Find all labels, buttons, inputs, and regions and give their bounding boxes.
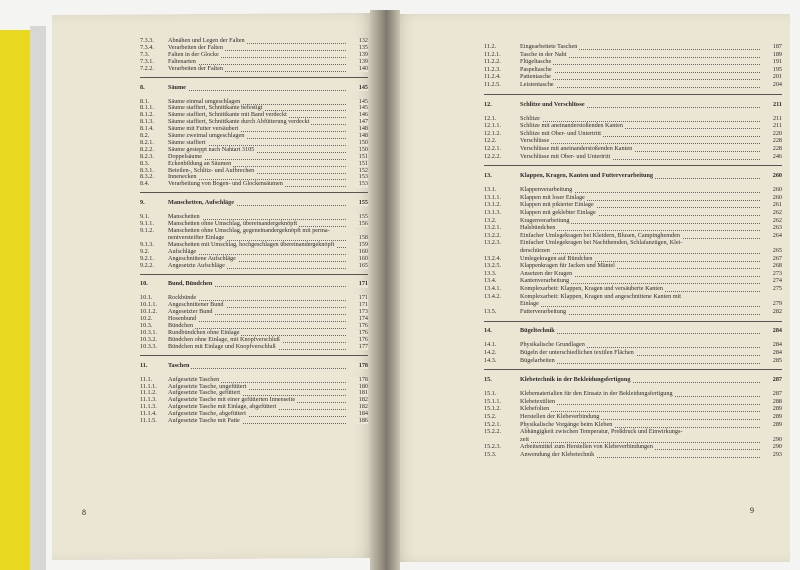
toc-entry-number: 10.3.2. — [140, 335, 158, 343]
toc-page-number: 158 — [350, 235, 368, 241]
toc-entry-title: Herstellen der Klebeverbindung — [520, 413, 600, 420]
toc-page-number: 288 — [764, 399, 782, 405]
toc-entry-title: Physikalische Grundlagen — [520, 341, 585, 349]
toc-entry-title: Aufgesetzte Tasche, ungefüttert — [168, 382, 247, 390]
toc-entry-title: Tasche in der Naht — [520, 50, 567, 58]
toc-entry-number: 10.1. — [140, 294, 153, 302]
toc-entry-title: Eingearbeitete Taschen — [520, 43, 578, 50]
toc-entry-number: 9.2. — [140, 247, 150, 255]
toc-entry-title: Säume zweimal umgeschlagen — [168, 132, 245, 139]
toc-entry-title: Klappen mit pikierter Einlage — [520, 201, 594, 209]
toc-entry-title: Beteilen-, Schlitz- und Aufbrechen — [168, 166, 255, 174]
toc-entry-title: Komplexarbeit: Klappen, Kragen und angeschnittene Kanten mit — [520, 292, 681, 300]
toc-page-number: 139 — [350, 52, 368, 58]
toc-page-number: 145 — [350, 85, 368, 91]
toc-page-number: 150 — [350, 147, 368, 153]
toc-entry-number: 10.3.1. — [140, 328, 158, 336]
toc-entry-title: Manschetten ohne Umschlag, übereinandergeknöpft — [168, 220, 298, 228]
toc-entry-title: nentversteifter Einlage — [168, 233, 225, 241]
toc-page-number: 174 — [350, 316, 368, 322]
toc-entry-number: 7.2.2. — [140, 64, 154, 72]
toc-entry-title: Einlage — [520, 300, 539, 308]
toc-entry-number: 13.1.1. — [484, 193, 502, 201]
toc-dot-leader — [524, 404, 760, 405]
toc-entry-title: Bügeltechnik — [520, 327, 555, 335]
toc-entry-number: 11.1.5. — [140, 417, 157, 424]
toc-entry-number: 15.1.1. — [484, 397, 502, 405]
section-divider — [140, 274, 368, 275]
toc-page-number: 159 — [350, 242, 368, 248]
toc-entry-title: Aufgesetzte Taschen — [168, 375, 220, 383]
toc-entry-title: Aufgesetzte Tasche mit Patte — [168, 417, 240, 424]
toc-page-number: 148 — [350, 133, 368, 139]
toc-entry-number: 10.1.1. — [140, 301, 158, 309]
toc-entry-number: 11.2.5. — [484, 81, 501, 88]
toc-entry-title: Hosenbund — [168, 315, 197, 323]
toc-page-number: 274 — [764, 278, 782, 284]
right-page-number: 9 — [750, 506, 754, 515]
toc-entry-title: Bündchen ohne Einlage, mit Knopfverschluß — [168, 335, 280, 343]
toc-page-number: 155 — [350, 200, 368, 206]
toc-entry-number: 14.3. — [484, 356, 497, 364]
toc-entry-number: 12.1. — [484, 114, 497, 122]
toc-entry-number: 15.2.1. — [484, 420, 502, 428]
toc-page-number: 228 — [764, 146, 782, 152]
toc-page-number: 290 — [764, 444, 782, 450]
toc-entry-title: Rundbündchen ohne Einlage — [168, 328, 240, 336]
toc-entry-number: 13.4. — [484, 277, 497, 285]
toc-entry-title: Säume gesteppt nach Nahtart 3105 — [168, 145, 255, 153]
toc-dot-leader — [524, 64, 760, 65]
toc-entry-number: 8.2.2. — [140, 145, 154, 153]
toc-entry-number: 8.4. — [140, 180, 150, 188]
toc-entry-number: 9.1.3. — [140, 240, 154, 248]
toc-entry-title: Manschetten — [168, 213, 200, 221]
toc-entry-title: Aufgesetzte Tasche, gefüttert — [168, 389, 241, 397]
toc-page-number: 176 — [350, 330, 368, 336]
toc-page-number: 284 — [764, 328, 782, 334]
toc-entry-number: 11.2.2. — [484, 58, 501, 66]
toc-dot-leader — [524, 253, 760, 254]
toc-dot-leader — [172, 90, 346, 91]
toc-entry-number: 7.3. — [140, 50, 150, 58]
toc-entry-number: 9. — [140, 199, 145, 207]
toc-page-number: 146 — [350, 112, 368, 118]
toc-entry-title: Aufgesetzte Tasche, abgefüttert — [168, 410, 246, 418]
toc-entry-number: 10.2. — [140, 315, 153, 323]
book-gutter — [370, 10, 400, 570]
toc-entry-number: 13.1. — [484, 186, 497, 194]
toc-page-number: 176 — [350, 337, 368, 343]
toc-entry-title: Klappenkragen für Jacken und Mäntel — [520, 262, 615, 270]
toc-entry-number: 8.1.3. — [140, 118, 154, 126]
toc-entry-number: 15.2. — [484, 413, 497, 420]
toc-entry-number: 9.1. — [140, 213, 150, 221]
toc-entry-number: 14.2. — [484, 349, 497, 356]
toc-page-number: 228 — [764, 138, 782, 144]
toc-dot-leader — [524, 87, 760, 88]
toc-page-number: 204 — [764, 82, 782, 88]
toc-page-number: 132 — [350, 38, 368, 44]
toc-page-number: 145 — [350, 99, 368, 105]
toc-entry-title: Angesetzter Bund — [168, 308, 213, 316]
toc-page-number: 262 — [764, 218, 782, 224]
toc-entry-title: Klappen mit geklebter Einlage — [520, 209, 596, 216]
section-divider — [484, 165, 782, 166]
toc-entry-number: 13.2.5. — [484, 262, 502, 270]
toc-entry-number: 12. — [484, 100, 492, 108]
toc-entry-number: 11.2.1. — [484, 50, 501, 58]
toc-entry-number: 13.4.1. — [484, 285, 502, 292]
toc-page-number: 287 — [764, 391, 782, 397]
toc-page-number: 151 — [350, 161, 368, 167]
toc-entry-title: Klappen, Kragen, Kanten und Futterverarbeitung — [520, 172, 654, 180]
toc-page-number: 290 — [764, 437, 782, 443]
book-cover-inner — [30, 26, 46, 570]
toc-entry-number: 8. — [140, 83, 145, 91]
toc-entry-title: Arbeitsmittel zum Herstellen von Klebeverbindungen — [520, 443, 653, 451]
toc-page-number: 285 — [764, 358, 782, 364]
toc-entry-number: 12.1.1. — [484, 122, 502, 130]
toc-page-number: 246 — [764, 154, 782, 160]
toc-entry-title: zeit — [520, 435, 529, 443]
toc-dot-leader — [524, 333, 760, 334]
toc-page-number: 182 — [350, 397, 368, 403]
toc-entry-title: Bund, Bündchen — [168, 280, 213, 288]
toc-entry-title: Aufgesetzte Tasche mit Einlage, abgefüttert — [168, 403, 277, 411]
toc-entry-number: 8.1.1. — [140, 104, 154, 112]
toc-entry-number: 13.2.3. — [484, 239, 502, 247]
toc-entry-title: derschürzen — [520, 247, 550, 254]
toc-entry-title: Bügelarbeiten — [520, 356, 555, 364]
toc-entry-title: Schlitze mit aneinanderstoßenden Kanten — [520, 122, 623, 130]
toc-page-number: 260 — [764, 173, 782, 179]
toc-entry-title: Klebematerialien für den Einsatz in der Bekleidungsfertigung — [520, 390, 673, 398]
toc-entry-number: 8.2. — [140, 132, 150, 139]
toc-entry-number: 15.3. — [484, 451, 497, 458]
toc-page-number: 211 — [764, 102, 782, 108]
toc-entry-title: Doppelsäume — [168, 152, 203, 160]
toc-entry-number: 9.1.1. — [140, 220, 154, 228]
toc-entry-title: Rockbünde — [168, 294, 197, 302]
toc-entry-title: Paspeltasche — [520, 65, 552, 73]
toc-page-number: 171 — [350, 281, 368, 287]
toc-entry-number: 15. — [484, 376, 492, 384]
toc-entry-title: Angeschnittene Aufschläge — [168, 254, 236, 262]
toc-page-number: 264 — [764, 233, 782, 239]
toc-page-number: 165 — [350, 263, 368, 269]
toc-entry-number: 14.1. — [484, 341, 497, 349]
toc-page-number: 181 — [350, 390, 368, 396]
toc-page-number: 187 — [764, 44, 782, 50]
toc-entry-number: 8.2.3. — [140, 152, 154, 160]
toc-entry-title: Einfacher Umlegekragen bei Nachthemden, Schlafanzügen, Klei- — [520, 239, 683, 247]
toc-page-number: 191 — [764, 59, 782, 65]
toc-entry-number: 11.1.3. — [140, 396, 157, 404]
toc-entry-title: Manschetten mit Umschlag, hochgeschlagen übereinandergeknöpft — [168, 240, 335, 248]
toc-entry-number: 13. — [484, 172, 492, 180]
toc-page-number: 261 — [764, 202, 782, 208]
toc-page-number: 178 — [350, 377, 368, 383]
toc-page-number: 260 — [764, 195, 782, 201]
toc-page-number: 275 — [764, 286, 782, 292]
toc-entry-number: 10. — [140, 280, 148, 288]
toc-entry-title: Einfacher Umlegekragen bei Kleidern, Blusen, Campinghemden — [520, 231, 680, 239]
toc-entry-number: 8.3.2. — [140, 173, 154, 181]
toc-entry-number: 11.1.3. — [140, 403, 157, 411]
toc-page-number: 155 — [350, 214, 368, 220]
toc-entry-title: Komplexarbeit: Klappen, Kragen und versäuberte Kanten — [520, 285, 663, 292]
toc-entry-number: 7.3.3. — [140, 37, 154, 44]
toc-entry-title: Halsbündchen — [520, 224, 556, 232]
toc-entry-title: Verschlüsse — [520, 137, 550, 145]
toc-entry-title: Verarbeitung von Bogen- und Glockensäumen — [168, 180, 283, 188]
toc-page-number: 268 — [764, 263, 782, 269]
toc-entry-title: Pattentasche — [520, 73, 551, 81]
toc-page-number: 284 — [764, 350, 782, 356]
toc-page-number: 265 — [764, 248, 782, 254]
toc-entry-title: Säume staffiert, Schnittkante befestigt — [168, 104, 263, 112]
toc-entry-number: 15.2.3. — [484, 443, 502, 451]
toc-entry-number: 14. — [484, 327, 492, 335]
toc-entry-title: Kantenverarbeitung — [520, 277, 570, 285]
toc-entry-number: 10.3. — [140, 322, 153, 329]
toc-entry-number: 12.1.2. — [484, 129, 502, 137]
toc-page-number: 184 — [350, 411, 368, 417]
section-divider — [484, 321, 782, 322]
toc-page-number: 284 — [764, 342, 782, 348]
toc-entry-number: 13.5. — [484, 307, 497, 315]
toc-dot-leader — [524, 72, 760, 73]
toc-entry-title: Eckenbildung an Säumen — [168, 159, 232, 167]
toc-entry-number: 8.1.2. — [140, 111, 154, 119]
toc-page-number: 293 — [764, 452, 782, 458]
toc-entry-title: Säume staffiert — [168, 138, 206, 146]
toc-entry-title: Physikalische Vorgänge beim Kleben — [520, 420, 613, 428]
toc-entry-title: Futterverarbeitung — [520, 307, 567, 315]
toc-page-number: 147 — [350, 119, 368, 125]
toc-entry-number: 13.2.4. — [484, 254, 502, 262]
left-page-number: 8 — [82, 508, 86, 517]
toc-page-number: 160 — [350, 256, 368, 262]
section-divider — [140, 355, 368, 356]
toc-entry-title: Manschetten ohne Umschlag, gegeneinandergeknöpft mit perma- — [168, 227, 330, 234]
toc-page-number: 262 — [764, 210, 782, 216]
toc-entry-title: Ansetzen der Kragen — [520, 269, 573, 277]
toc-entry-number: 11.2.3. — [484, 65, 501, 73]
toc-page-number: 145 — [350, 105, 368, 111]
toc-entry-number: 13.3. — [484, 269, 497, 277]
toc-entry-title: Verschlüsse mit aneinanderstoßenden Kanten — [520, 145, 633, 152]
toc-entry-title: Säume staffiert, Schnittkante mit Band verdeckt — [168, 111, 287, 119]
toc-entry-title: Verschlüsse mit Ober- und Untertritt — [520, 152, 611, 160]
toc-entry-title: Schlitze mit Ober- und Untertritt — [520, 129, 601, 137]
toc-dot-leader — [524, 363, 760, 364]
toc-page-number: 171 — [350, 302, 368, 308]
toc-entry-title: Säume staffiert, Schnittkante durch Abfütterung verdeckt — [168, 118, 310, 126]
section-divider — [140, 192, 368, 193]
toc-entry-number: 8.3. — [140, 159, 150, 167]
toc-entry-number: 15.1.2. — [484, 405, 502, 413]
toc-page-number: 151 — [350, 154, 368, 160]
toc-page-number: 177 — [350, 344, 368, 350]
toc-page-number: 153 — [350, 174, 368, 180]
toc-entry-number: 12.2.1. — [484, 145, 502, 152]
toc-entry-number: 8.2.1. — [140, 138, 154, 146]
toc-page-number: 279 — [764, 301, 782, 307]
toc-entry-title: Klebetextilien — [520, 397, 556, 405]
toc-page-number: 173 — [350, 309, 368, 315]
toc-entry-title: Klappenverarbeitung — [520, 186, 573, 194]
toc-entry-number: 8.1. — [140, 97, 150, 105]
toc-page-number: 139 — [350, 59, 368, 65]
toc-entry-number: 13.1.3. — [484, 209, 502, 216]
toc-entry-number: 9.1.2. — [140, 227, 154, 234]
toc-page-number: 176 — [350, 323, 368, 329]
toc-page-number: 211 — [764, 116, 782, 122]
toc-entry-number: 10.3.3. — [140, 342, 158, 350]
toc-entry-number: 8.3.1. — [140, 166, 154, 174]
toc-entry-title: Kragenverarbeitung — [520, 216, 570, 224]
toc-entry-number: 11.1.1. — [140, 382, 157, 390]
toc-entry-title: Leistentasche — [520, 81, 554, 88]
toc-entry-title: Flügeltasche — [520, 58, 552, 66]
toc-entry-title: Säume einmal umgeschlagen — [168, 97, 241, 105]
toc-entry-number: 15.2.2. — [484, 428, 502, 436]
toc-page-number: 220 — [764, 131, 782, 137]
toc-entry-title: Anwendung der Klebetechnik — [520, 451, 595, 458]
toc-entry-number: 13.2.1. — [484, 224, 502, 232]
toc-page-number: 180 — [350, 384, 368, 390]
toc-entry-title: Umlegekragen auf Bündchen — [520, 254, 593, 262]
toc-entry-title: Aufschläge — [168, 247, 197, 255]
toc-entry-number: 13.1.2. — [484, 201, 502, 209]
toc-page-number: 201 — [764, 74, 782, 80]
toc-page-number: 287 — [764, 377, 782, 383]
toc-entry-title: Abhängigkeit zwischen Temperatur, Preßdruck und Einwirkungs- — [520, 428, 683, 436]
toc-page-number: 263 — [764, 225, 782, 231]
toc-page-number: 273 — [764, 271, 782, 277]
toc-entry-title: Säume — [168, 83, 186, 91]
toc-page-number: 189 — [764, 52, 782, 58]
toc-entry-number: 11.1.4. — [140, 410, 157, 418]
toc-entry-title: Bündchen mit Einlage und Knopfverschluß — [168, 342, 276, 350]
toc-entry-number: 9.2.2. — [140, 261, 154, 269]
toc-entry-title: Manschetten, Aufschläge — [168, 199, 234, 207]
toc-entry-number: 10.1.2. — [140, 308, 158, 316]
toc-page-number: 156 — [350, 221, 368, 227]
toc-entry-number: 12.2.2. — [484, 152, 502, 160]
toc-page-number: 140 — [350, 66, 368, 72]
toc-page-number: 160 — [350, 249, 368, 255]
toc-page-number: 282 — [764, 309, 782, 315]
toc-page-number: 211 — [764, 123, 782, 129]
toc-entry-number: 7.3.1. — [140, 57, 154, 65]
toc-entry-number: 11.2.4. — [484, 73, 501, 81]
toc-page-number: 171 — [350, 295, 368, 301]
toc-entry-number: 11.1. — [140, 375, 153, 383]
toc-entry-title: Innenecken — [168, 173, 197, 181]
toc-page-number: 178 — [350, 363, 368, 369]
toc-entry-title: Klappen mit loser Einlage — [520, 193, 585, 201]
toc-page-number: 267 — [764, 256, 782, 262]
toc-entry-number: 11.2. — [484, 43, 497, 50]
toc-page-number: 150 — [350, 140, 368, 146]
toc-entry-title: Aufgesetzte Tasche mit einer gefütterten Innenseite — [168, 396, 296, 404]
toc-entry-number: 13.2. — [484, 216, 497, 224]
toc-page-number: 148 — [350, 126, 368, 132]
section-divider — [140, 77, 368, 78]
toc-page-number: 289 — [764, 406, 782, 412]
toc-entry-title: Schlitze — [520, 114, 540, 122]
toc-entry-number: 13.4.2. — [484, 292, 502, 300]
toc-entry-number: 13.2.2. — [484, 231, 502, 239]
toc-entry-title: Taschen — [168, 361, 190, 369]
toc-entry-title: Klebetechnik in der Bekleidungsfertigung — [520, 376, 631, 384]
toc-entry-number: 12.2. — [484, 137, 497, 145]
toc-page-number: 289 — [764, 422, 782, 428]
toc-entry-number: 11. — [140, 361, 148, 369]
toc-entry-title: Klebefolien — [520, 405, 550, 413]
toc-entry-title: Schlitze und Verschlüsse — [520, 100, 585, 108]
toc-entry-title: Säume mit Futter versäubert — [168, 125, 239, 133]
toc-entry-number: 15.1. — [484, 390, 497, 398]
toc-dot-leader — [524, 79, 760, 80]
toc-page-number: 186 — [350, 418, 368, 424]
toc-entry-title: Angeschnittener Bund — [168, 301, 224, 309]
toc-entry-title: Bügeln der unterschiedlichen textilen Flächen — [520, 349, 634, 356]
toc-entry-title: Bündchen — [168, 322, 194, 329]
toc-dot-leader — [172, 368, 346, 369]
toc-entry-title: Abnähen und Legen der Falten — [168, 37, 245, 44]
toc-page-number: 182 — [350, 404, 368, 410]
toc-entry-title: Verarbeiten der Falten — [168, 64, 223, 72]
toc-entry-title: Angesetzte Aufschläge — [168, 261, 225, 269]
toc-entry-title: Verarbeiten der Falten — [168, 43, 223, 51]
toc-page-number: 289 — [764, 414, 782, 420]
toc-page-number: 153 — [350, 181, 368, 187]
toc-entry-title: Faltenarten — [168, 57, 196, 65]
toc-entry-number: 11.1.2. — [140, 389, 157, 397]
toc-entry-title: Falten in der Glocke — [168, 50, 219, 58]
toc-page-number: 195 — [764, 67, 782, 73]
toc-page-number: 260 — [764, 187, 782, 193]
section-divider — [484, 369, 782, 370]
toc-page-number: 135 — [350, 45, 368, 51]
section-divider — [484, 94, 782, 95]
toc-entry-number: 9.2.1. — [140, 254, 154, 262]
toc-entry-number: 7.3.4. — [140, 43, 154, 51]
toc-entry-number: 8.1.4. — [140, 125, 154, 133]
toc-page-number: 152 — [350, 168, 368, 174]
